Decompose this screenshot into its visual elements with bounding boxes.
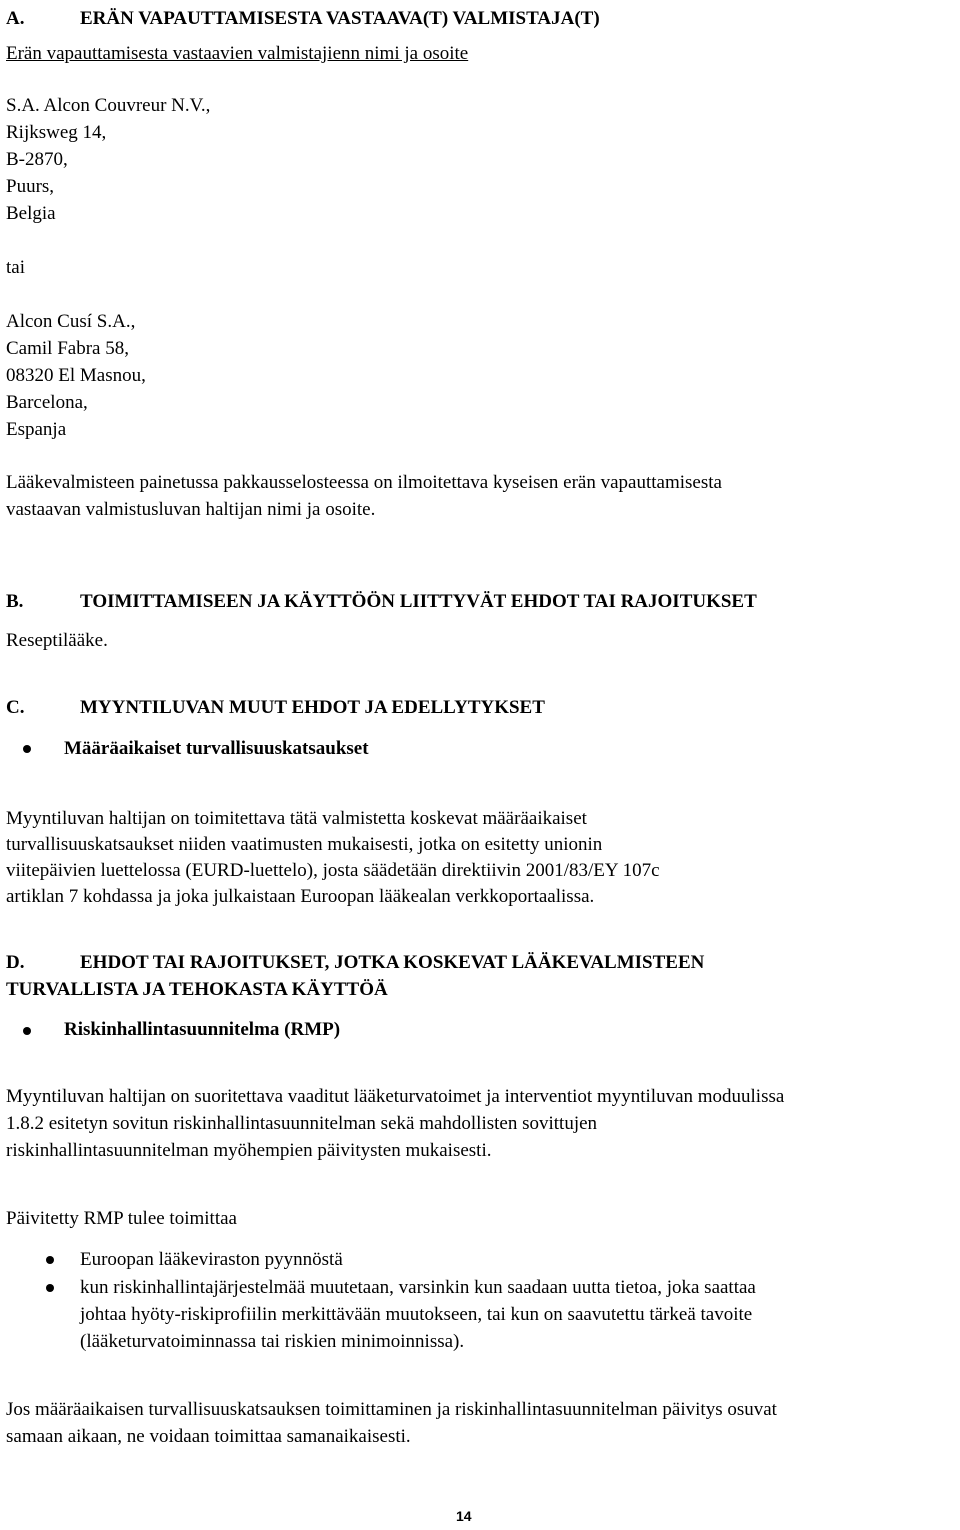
section-c-bullet-title: Määräaikaiset turvallisuuskatsaukset [64, 738, 369, 759]
section-c-paragraph-line: Myyntiluvan haltijan on toimitettava tätä valmistetta koskevat määräaikaiset [6, 808, 587, 829]
address1-line: S.A. Alcon Couvreur N.V., [6, 95, 211, 116]
bullet-icon [46, 1256, 54, 1264]
section-a-letter: A. [6, 8, 25, 29]
address2-line: Barcelona, [6, 392, 88, 413]
section-b-heading [6, 588, 757, 615]
address2-line: Alcon Cusí S.A., [6, 311, 136, 332]
rmp-item-line: johtaa hyöty-riskiprofiilin merkittävään muutokseen, tai kun on saavutettu tärkeä tavoite [80, 1304, 753, 1325]
address1-line: Belgia [6, 203, 56, 224]
section-c-paragraph-line: turvallisuuskatsaukset niiden vaatimusten mukaisesti, jotka on esitetty unionin [6, 834, 603, 855]
rmp-intro: Päivitetty RMP tulee toimittaa [6, 1208, 237, 1229]
bullet-icon [23, 745, 31, 753]
section-d-letter: D. [6, 952, 25, 973]
rmp-item: Euroopan lääkeviraston pyynnöstä [80, 1249, 343, 1270]
section-c-paragraph-line: artiklan 7 kohdassa ja joka julkaistaan Euroopan lääkealan verkkoportaalissa. [6, 886, 595, 907]
section-d-paragraph-line: riskinhallintasuunnitelman myöhempien päivitysten mukaisesti. [6, 1140, 492, 1161]
section-a-subheading: Erän vapauttamisesta vastaavien valmistajienn nimi ja osoite [6, 43, 469, 64]
section-b-letter: B. [6, 591, 24, 612]
section-b-title: TOIMITTAMISEEN JA KÄYTTÖÖN LIITTYVÄT EHDOT TAI RAJOITUKSET [80, 591, 757, 612]
section-a-title: ERÄN VAPAUTTAMISESTA VASTAAVA(T) VALMISTAJA(T) [80, 8, 600, 29]
or-text: tai [6, 257, 25, 278]
section-d-title-line2: TURVALLISTA JA TEHOKASTA KÄYTTÖÄ [6, 979, 388, 1000]
page-number: 14 [456, 1508, 472, 1524]
rmp-item-line: kun riskinhallintajärjestelmää muutetaan, varsinkin kun saadaan uutta tietoa, joka saattaa [80, 1277, 756, 1298]
section-d-paragraph-line: Myyntiluvan haltijan on suoritettava vaaditut lääketurvatoimet ja interventiot myyntiluvan moduulissa [6, 1086, 785, 1107]
address2-line: 08320 El Masnou, [6, 365, 146, 386]
section-d-bullet-title: Riskinhallintasuunnitelma (RMP) [64, 1019, 341, 1040]
address1-line: Rijksweg 14, [6, 122, 107, 143]
bullet-icon [23, 1027, 31, 1035]
bullet-icon [46, 1284, 54, 1292]
section-b-text: Reseptilääke. [6, 630, 108, 651]
section-a-note-line: vastaavan valmistusluvan haltijan nimi ja osoite. [6, 499, 376, 520]
address2-line: Camil Fabra 58, [6, 338, 129, 359]
address1-line: B-2870, [6, 149, 68, 170]
section-d-title-line1: EHDOT TAI RAJOITUKSET, JOTKA KOSKEVAT LÄÄKEVALMISTEEN [80, 952, 705, 973]
address2-line: Espanja [6, 419, 67, 440]
final-paragraph-line: Jos määräaikaisen turvallisuuskatsauksen toimittaminen ja riskinhallintasuunnitelman päivitys osuvat [6, 1399, 777, 1420]
section-c-title: MYYNTILUVAN MUUT EHDOT JA EDELLYTYKSET [80, 697, 545, 718]
address1-line: Puurs, [6, 176, 55, 197]
section-c-paragraph-line: viitepäivien luettelossa (EURD-luettelo), josta säädetään direktiivin 2001/83/EY 107c [6, 860, 660, 881]
section-a-heading [6, 5, 600, 32]
rmp-item-line: (lääketurvatoiminnassa tai riskien minimoinnissa). [80, 1331, 465, 1352]
final-paragraph-line: samaan aikaan, ne voidaan toimittaa samanaikaisesti. [6, 1426, 411, 1447]
section-d-heading [6, 949, 704, 976]
section-a-note-line: Lääkevalmisteen painetussa pakkausselosteessa on ilmoitettava kyseisen erän vapauttamisesta [6, 472, 722, 493]
section-c-letter: C. [6, 697, 25, 718]
section-c-heading [6, 694, 545, 721]
section-d-paragraph-line: 1.8.2 esitetyn sovitun riskinhallintasuunnitelman sekä mahdollisten sovittujen [6, 1113, 598, 1134]
